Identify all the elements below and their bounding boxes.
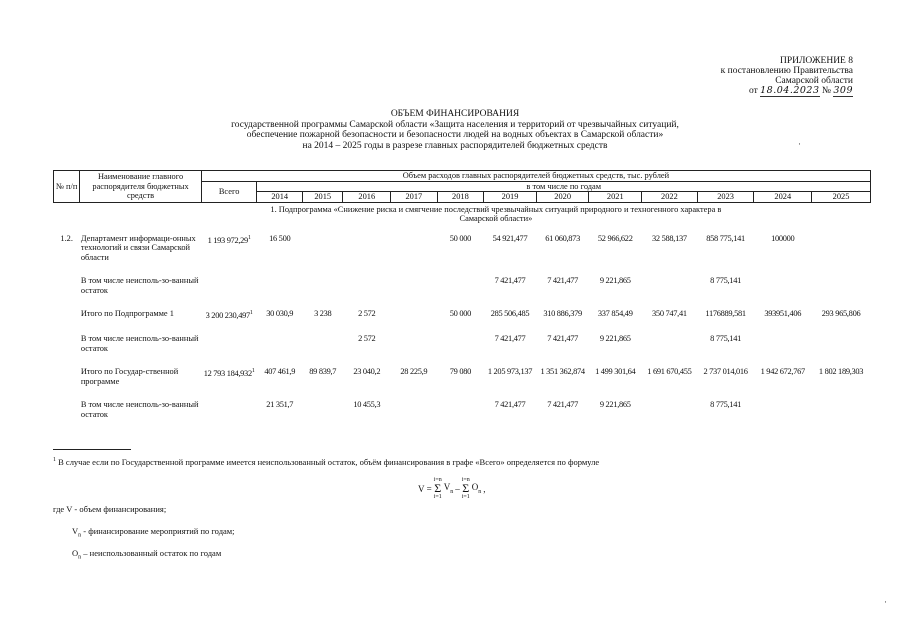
year-value: 293 965,806 [821,309,861,318]
appendix-header [653,56,853,96]
formula-minus: – [455,483,460,494]
definition-vn [72,526,235,539]
year-value: 16 500 [269,233,291,243]
document-title [150,109,760,151]
year-value: 8 775,141 [710,276,741,285]
year-value: 7 421,477 [494,334,526,344]
year-value [437,400,484,433]
table-row [54,276,871,309]
sum-lower-limit: i=1 [461,494,470,500]
year-value: 2 572 [358,309,376,318]
year-value: 21 351,7 [266,400,294,410]
year-value: 89 839,7 [309,367,337,377]
title-line: обеспечение пожарной безопасности и безопасности людей на водных объектах в Самарской области» [246,130,664,140]
year-value [391,276,438,309]
row-name: В том числе неисполь-зо-ванный остаток [80,276,199,295]
header-year: 2018 [437,192,484,203]
year-value: 7 421,477 [547,400,579,410]
year-value: 28 225,9 [400,367,428,377]
year-value [391,234,438,277]
scan-speck: · [798,139,801,149]
header-year: 2020 [536,192,589,203]
header-num: № п/п [54,171,80,203]
header-year: 2023 [697,192,754,203]
row-name: Департамент информаци-онных технологий и связи Самарской области [80,233,196,262]
definition-v: где V - объем финансирования; [53,504,167,514]
year-value: 285 506,485 [490,309,530,318]
year-value: 310 886,379 [543,309,582,318]
row-total [201,334,257,367]
year-value: 1 942 672,767 [760,367,805,377]
year-value: 1 691 670,455 [647,367,692,377]
row-name: В том числе неисполь-зо-ванный остаток [80,334,199,353]
vn-symbol: V [72,526,79,536]
row-index [54,334,80,367]
year-value [812,334,871,367]
year-value: 1 205 973,137 [487,367,533,377]
formula-lhs: V = [418,483,432,494]
sum-lower-limit: i=1 [433,494,442,500]
year-value [754,400,812,433]
appendix-line: к постановлению Правительства [720,66,853,76]
footnote-ref: 1 [249,310,253,316]
year-value: 10 455,3 [353,400,381,410]
formula [418,477,486,500]
vn-text: - финансирование мероприятий по годам; [81,526,235,536]
year-value: 9 221,865 [599,276,631,285]
year-value: 7 421,477 [547,334,579,344]
year-value: 1 499 301,64 [595,367,636,377]
year-value [812,276,871,309]
year-value [754,276,812,309]
year-value [303,400,343,433]
header-year: 2014 [257,192,303,203]
footnote-ref: 1 [247,234,251,241]
handwritten-number: 309 [833,85,853,96]
year-value [437,276,484,309]
row-total [201,309,257,334]
year-value [303,276,343,309]
header-total: Всего [201,181,257,202]
financing-table [53,170,871,433]
year-value: 7 421,477 [547,276,579,285]
year-value [391,400,438,433]
table-body [54,202,871,433]
table-row [54,334,871,367]
scan-speck: · [884,597,887,607]
year-value: 50 000 [449,309,472,318]
year-value: 79 080 [449,367,472,377]
footnote-ref: 1 [251,368,255,375]
footnote [53,457,813,467]
total-value: 12 793 184,932 [203,369,252,379]
header-year: 2021 [589,192,642,203]
year-value: 9 221,865 [599,400,631,410]
on-subscript: n [78,554,82,561]
year-value: 393951,406 [764,309,802,318]
year-value [812,234,871,277]
year-value: 100000 [771,233,795,243]
year-value: 2 737 014,016 [703,367,748,377]
header-year: 2015 [303,192,343,203]
row-index [54,400,80,433]
year-value [391,334,438,367]
year-value: 8 775,141 [710,334,741,344]
handwritten-date: 18.04.2023 [760,85,820,96]
v-symbol: V [443,482,451,493]
header-volume: Объем расходов главных распорядителей бюджетных средств, тыс. рублей [201,171,870,182]
year-value: 7 421,477 [494,400,526,410]
v-subscript: n [450,488,454,495]
header-year: 2024 [754,192,812,203]
year-value [257,334,303,367]
total-value: 1 193 972,29 [207,235,248,245]
year-value: 52 966,622 [597,233,633,243]
footnote-mark: 1 [53,457,56,464]
year-value [437,334,484,367]
year-value [343,234,391,277]
footnote-divider [53,449,131,450]
row-name: В том числе неисполь-зо-ванный остаток [80,400,199,419]
year-value: 30 030,9 [266,309,294,318]
vn-subscript: n [78,532,82,539]
year-value [642,400,698,433]
sum-icon: i=n Σ i=1 [461,477,470,500]
header-year: 2025 [812,192,871,203]
appendix-line: Самарской области [775,76,853,86]
o-subscript: n [478,488,482,495]
year-value [343,276,391,309]
header-name: Наименование главного распорядителя бюджетных средств [80,171,201,203]
row-total [201,234,257,277]
year-value: 50 000 [449,233,472,243]
row-total [201,400,257,433]
row-total [201,367,257,400]
year-value: 7 421,477 [494,276,526,285]
year-value [391,309,438,334]
formula-term-v [444,482,454,495]
year-value [303,334,343,367]
header-year: 2017 [391,192,438,203]
year-value [642,276,698,309]
formula-tail: , [483,483,486,494]
footnote-text: В случае если по Государственной программе имеется неиспользованный остаток, объём финансирования в графе «Всего» определяется по формуле [58,457,600,467]
subprogram-row [54,202,871,234]
sum-upper-limit: i=n [461,477,470,483]
row-index [54,276,80,309]
sum-icon: i=n Σ i=1 [433,477,442,500]
row-index [54,309,80,334]
year-value [812,400,871,433]
header-year: 2022 [642,192,698,203]
year-value: 858 775,141 [706,233,745,243]
row-name: Итого по Государ-ственной программе [80,367,179,386]
table-row [54,234,871,277]
year-value: 407 461,9 [264,367,296,377]
year-value: 2 572 [358,334,376,344]
subprogram-title: 1. Подпрограмма «Снижение риска и смягчение последствий чрезвычайных ситуаций природного и техногенного характера в Самарской области» [270,204,722,223]
date-prefix: от [748,86,758,96]
year-value: 61 060,873 [545,233,580,243]
year-value: 54 921,477 [492,233,528,243]
title-line: государственной программы Самарской области «Защита населения и территорий от чрезвычайных ситуаций, [231,119,679,130]
table-row [54,309,871,334]
sum-upper-limit: i=n [433,477,442,483]
year-value [303,234,343,277]
year-value: 9 221,865 [599,334,631,344]
header-year: 2016 [343,192,391,203]
year-value: 32 588,137 [652,233,687,243]
year-value: 350 747,41 [652,309,687,318]
row-index [54,367,80,400]
row-index: 1.2. [60,233,73,243]
total-value: 3 200 230,497 [205,310,250,320]
year-value: 8 775,141 [710,400,741,410]
year-value: 1 802 189,303 [818,367,864,377]
header-by-year: в том числе по годам [257,181,871,192]
o-symbol: O [471,482,479,493]
table-row [54,367,871,400]
year-value: 3 238 [314,309,332,318]
number-prefix: № [821,86,831,96]
title-line: ОБЪЕМ ФИНАНСИРОВАНИЯ [390,109,520,119]
appendix-title: ПРИЛОЖЕНИЕ 8 [779,56,853,66]
on-symbol: O [72,548,79,558]
formula-term-o [472,482,482,495]
year-value [642,334,698,367]
row-name: Итого по Подпрограмме 1 [80,309,174,318]
year-value [257,276,303,309]
title-line: на 2014 – 2025 годы в разрезе главных распорядителей бюджетных средств [302,140,608,151]
year-value [754,334,812,367]
year-value: 1176889,581 [705,309,746,318]
year-value: 337 854,49 [597,309,633,318]
definition-on [72,548,221,561]
on-text: – неиспользованный остаток по годам [81,548,222,558]
table-row [54,400,871,433]
row-total [201,276,257,309]
header-year: 2019 [484,192,537,203]
appendix-date-line [653,86,853,96]
year-value: 1 351 362,874 [540,367,585,377]
year-value: 23 040,2 [353,367,381,377]
